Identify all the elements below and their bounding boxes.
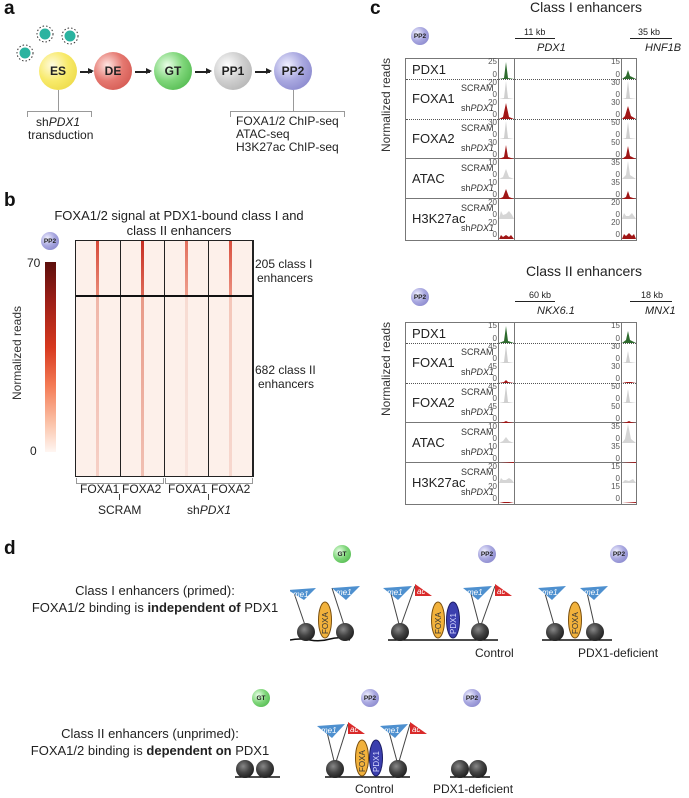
track-peaks-left — [499, 323, 514, 503]
row-separator — [406, 383, 636, 384]
class1-count-label-2: enhancers — [257, 271, 314, 285]
track-column-border — [514, 323, 515, 504]
stage-gt-cell — [154, 52, 192, 90]
panel-c-letter: c — [370, 0, 381, 19]
y-zero-tick: 0 — [492, 494, 497, 503]
heatmap-column — [76, 241, 121, 476]
svg-text:me1: me1 — [542, 588, 558, 597]
track-mark: PDX1 — [412, 326, 446, 341]
y-zero-tick: 0 — [615, 374, 620, 383]
row-separator — [406, 343, 636, 344]
y-zero-tick: 0 — [615, 190, 620, 199]
y-max-tick: 10 — [488, 442, 497, 451]
track-mark: ATAC — [412, 435, 445, 450]
scale-bar — [630, 301, 672, 302]
y-zero-tick: 0 — [615, 454, 620, 463]
y-zero-tick: 0 — [615, 474, 620, 483]
sub-label: SCRAM — [461, 387, 494, 397]
panel-b-letter: b — [4, 190, 16, 211]
svg-text:me1: me1 — [321, 726, 337, 735]
stage-label: PP2 — [281, 64, 305, 78]
svg-text:me1: me1 — [293, 590, 309, 599]
gene-label: HNF1B — [645, 42, 682, 54]
scale-label: 18 kb — [641, 290, 664, 300]
class2-chromatin-diagrams — [230, 720, 650, 790]
group-shpdx1: shPDX1 — [187, 503, 232, 517]
y-max-tick: 35 — [611, 422, 620, 431]
track-mark: FOXA2 — [412, 131, 455, 146]
svg-text:me1: me1 — [467, 588, 483, 597]
sub-label: SCRAM — [461, 83, 494, 93]
y-max-tick: 50 — [611, 118, 620, 127]
control-diagram — [383, 584, 512, 641]
y-max-tick: 20 — [488, 482, 497, 491]
y-zero-tick: 0 — [492, 230, 497, 239]
y-zero-tick: 0 — [615, 334, 620, 343]
y-max-tick: 25 — [488, 57, 497, 66]
scale-bar — [515, 301, 555, 302]
y-zero-tick: 0 — [492, 110, 497, 119]
y-zero-tick: 0 — [492, 374, 497, 383]
sub-label: shPDX1 — [461, 223, 495, 233]
y-zero-tick: 0 — [492, 414, 497, 423]
sub-label: SCRAM — [461, 163, 494, 173]
y-max-tick: 45 — [488, 342, 497, 351]
control-diagram — [317, 722, 427, 778]
y-zero-tick: 0 — [492, 354, 497, 363]
stage-badge-pp2: PP2 — [463, 689, 481, 707]
track-mark: PDX1 — [412, 62, 446, 77]
y-max-tick: 20 — [488, 98, 497, 107]
y-zero-tick: 0 — [492, 90, 497, 99]
y-zero-tick: 0 — [492, 130, 497, 139]
stage-pp2-cell — [274, 52, 312, 90]
condition-deficient-label: PDX1-deficient — [578, 646, 659, 660]
stage-de-cell — [94, 52, 132, 90]
y-max-tick: 50 — [611, 138, 620, 147]
row-separator — [406, 158, 636, 159]
stage-es-cell — [39, 52, 77, 90]
row-separator — [406, 422, 636, 423]
sub-label: shPDX1 — [461, 367, 495, 377]
sub-label: SCRAM — [461, 467, 494, 477]
pp2-notes: FOXA1/2 ChIP-seq ATAC-seq H3K27ac ChIP-seq — [236, 114, 339, 154]
scale-bar — [515, 38, 555, 39]
y-zero-tick: 0 — [492, 434, 497, 443]
y-max-tick: 20 — [488, 198, 497, 207]
y-max-tick: 20 — [611, 218, 620, 227]
sub-label: SCRAM — [461, 347, 494, 357]
y-max-tick: 35 — [611, 158, 620, 167]
col-label: FOXA1 — [80, 482, 120, 496]
y-zero-tick: 0 — [615, 394, 620, 403]
heatmap-column — [208, 241, 253, 476]
y-zero-tick: 0 — [615, 130, 620, 139]
y-max-tick: 20 — [611, 198, 620, 207]
colorbar-label: Normalized reads — [10, 305, 25, 401]
class1-count-label: 205 class I — [255, 257, 313, 271]
class-divider — [76, 295, 253, 297]
y-axis-label: Normalized reads — [379, 321, 394, 417]
sub-label: shPDX1 — [461, 183, 495, 193]
es-note-line2: transduction — [28, 128, 94, 142]
y-max-tick: 15 — [611, 57, 620, 66]
svg-text:ac: ac — [412, 725, 421, 734]
condition-deficient-label: PDX1-deficient — [433, 782, 514, 796]
heatmap-title-1: FOXA1/2 signal at PDX1-bound class I and — [54, 208, 304, 223]
gene-label: NKX6.1 — [537, 305, 575, 317]
heatmap-column — [120, 241, 165, 476]
y-zero-tick: 0 — [615, 230, 620, 239]
sub-label: SCRAM — [461, 123, 494, 133]
stage-label: DE — [104, 64, 122, 78]
sub-label: shPDX1 — [461, 407, 495, 417]
svg-text:PDX1: PDX1 — [372, 751, 381, 772]
arrow-icon — [255, 71, 270, 73]
track-peaks-right — [622, 323, 636, 503]
scale-label: 11 kb — [524, 27, 546, 37]
stage-badge-gt: GT — [333, 545, 351, 563]
col-label: FOXA2 — [122, 482, 162, 496]
gt-unprimed-diagram — [235, 760, 280, 778]
y-max-tick: 30 — [611, 342, 620, 351]
connector-line — [208, 494, 209, 500]
y-zero-tick: 0 — [615, 210, 620, 219]
y-max-tick: 30 — [611, 98, 620, 107]
track-column-border — [514, 59, 515, 240]
arrow-icon — [80, 71, 92, 73]
y-max-tick: 15 — [611, 462, 620, 471]
class2-description: Class II enhancers (unprimed): FOXA1/2 binding is dependent on PDX1 — [30, 726, 270, 758]
svg-text:me1: me1 — [384, 726, 400, 735]
stage-badge-pp2: PP2 — [361, 689, 379, 707]
class2-count-label-2: enhancers — [258, 377, 315, 391]
sub-label: shPDX1 — [461, 143, 495, 153]
arrow-icon — [195, 71, 210, 73]
svg-text:FOXA: FOXA — [321, 612, 330, 634]
svg-text:me1: me1 — [336, 588, 352, 597]
y-axis-label: Normalized reads — [379, 57, 394, 153]
y-max-tick: 30 — [611, 78, 620, 87]
row-separator — [406, 79, 636, 80]
svg-text:ac: ac — [497, 587, 506, 596]
y-max-tick: 30 — [611, 362, 620, 371]
track-box-class1 — [405, 58, 637, 241]
class2-count-label: 682 class II — [255, 363, 316, 377]
y-zero-tick: 0 — [492, 334, 497, 343]
scale-bar — [630, 38, 672, 39]
y-zero-tick: 0 — [492, 210, 497, 219]
gene-label: MNX1 — [645, 305, 676, 317]
y-zero-tick: 0 — [492, 170, 497, 179]
sub-label: SCRAM — [461, 203, 494, 213]
colorbar-max: 70 — [27, 256, 41, 270]
y-zero-tick: 0 — [492, 70, 497, 79]
y-zero-tick: 0 — [492, 454, 497, 463]
stage-pp1-cell — [214, 52, 252, 90]
col-label: FOXA1 — [168, 482, 208, 496]
track-peaks-left — [499, 59, 514, 239]
y-zero-tick: 0 — [492, 150, 497, 159]
svg-text:FOXA: FOXA — [358, 750, 367, 772]
svg-text:me1: me1 — [387, 588, 403, 597]
y-zero-tick: 0 — [615, 150, 620, 159]
colorbar-min: 0 — [30, 444, 37, 458]
y-max-tick: 35 — [611, 178, 620, 187]
y-max-tick: 45 — [488, 382, 497, 391]
stage-badge-pp2: PP2 — [610, 545, 628, 563]
stage-badge-pp2: PP2 — [41, 232, 59, 250]
scale-label: 60 kb — [529, 290, 552, 300]
gene-label: PDX1 — [537, 42, 566, 54]
sub-label: shPDX1 — [461, 487, 495, 497]
panel-d-letter: d — [4, 538, 16, 559]
col-label: FOXA2 — [211, 482, 251, 496]
y-zero-tick: 0 — [615, 494, 620, 503]
track-mark: FOXA1 — [412, 91, 455, 106]
pdx1-deficient-diagram — [450, 760, 490, 778]
y-zero-tick: 0 — [615, 434, 620, 443]
class2-title: Class II enhancers — [526, 263, 642, 279]
track-peaks-right — [622, 59, 636, 239]
condition-control-label: Control — [475, 646, 514, 660]
class1-title: Class I enhancers — [530, 0, 643, 15]
row-separator — [406, 198, 636, 199]
class1-description: Class I enhancers (primed): FOXA1/2 binding is independent of PDX1 — [31, 583, 279, 615]
y-max-tick: 20 — [488, 78, 497, 87]
y-max-tick: 30 — [488, 138, 497, 147]
y-max-tick: 15 — [611, 321, 620, 330]
pdx1-deficient-diagram — [538, 586, 612, 641]
group-scram: SCRAM — [98, 503, 142, 517]
y-max-tick: 20 — [488, 218, 497, 227]
row-separator — [406, 119, 636, 120]
y-max-tick: 15 — [611, 482, 620, 491]
stage-label: GT — [164, 64, 182, 78]
svg-text:FOXA: FOXA — [434, 612, 443, 634]
track-box-class2 — [405, 322, 637, 505]
y-max-tick: 45 — [488, 362, 497, 371]
heatmap — [75, 240, 254, 477]
y-zero-tick: 0 — [492, 474, 497, 483]
connector-line — [293, 90, 294, 111]
condition-control-label: Control — [355, 782, 394, 796]
y-zero-tick: 0 — [615, 414, 620, 423]
y-max-tick: 15 — [488, 321, 497, 330]
stage-badge-gt: GT — [252, 689, 270, 707]
row-separator — [406, 462, 636, 463]
sub-label: SCRAM — [461, 427, 494, 437]
svg-text:ac: ac — [417, 587, 426, 596]
y-max-tick: 10 — [488, 158, 497, 167]
sub-label: shPDX1 — [461, 447, 495, 457]
track-mark: ATAC — [412, 171, 445, 186]
y-max-tick: 10 — [488, 178, 497, 187]
y-max-tick: 30 — [488, 118, 497, 127]
track-mark: FOXA1 — [412, 355, 455, 370]
stage-label: PP1 — [221, 64, 245, 78]
svg-text:ac: ac — [350, 725, 359, 734]
y-max-tick: 35 — [611, 442, 620, 451]
y-zero-tick: 0 — [615, 70, 620, 79]
stage-badge-pp2: PP2 — [411, 288, 429, 306]
connector-line — [119, 494, 120, 500]
connector-line — [58, 90, 59, 111]
y-zero-tick: 0 — [615, 354, 620, 363]
arrow-icon — [135, 71, 150, 73]
sub-label: shPDX1 — [461, 103, 495, 113]
svg-text:PDX1: PDX1 — [449, 613, 458, 634]
heatmap-title-2: class II enhancers — [126, 223, 232, 238]
y-zero-tick: 0 — [492, 190, 497, 199]
y-zero-tick: 0 — [492, 394, 497, 403]
colorbar — [45, 262, 56, 452]
stage-badge-pp2: PP2 — [411, 27, 429, 45]
y-max-tick: 45 — [488, 402, 497, 411]
scale-label: 35 kb — [638, 27, 661, 37]
gt-primed-diagram — [290, 586, 360, 641]
y-zero-tick: 0 — [615, 90, 620, 99]
y-zero-tick: 0 — [615, 170, 620, 179]
y-zero-tick: 0 — [615, 110, 620, 119]
track-mark: FOXA2 — [412, 395, 455, 410]
es-note: shPDX1 — [36, 115, 81, 129]
stage-badge-pp2: PP2 — [478, 545, 496, 563]
stage-label: ES — [49, 64, 66, 78]
y-max-tick: 20 — [488, 462, 497, 471]
svg-text:me1: me1 — [584, 588, 600, 597]
y-max-tick: 10 — [488, 422, 497, 431]
track-mark: H3K27ac — [412, 211, 466, 226]
heatmap-column — [164, 241, 209, 476]
y-max-tick: 50 — [611, 382, 620, 391]
panel-a-letter: a — [4, 0, 15, 19]
track-mark: H3K27ac — [412, 475, 466, 490]
svg-text:FOXA: FOXA — [571, 612, 580, 634]
y-max-tick: 50 — [611, 402, 620, 411]
